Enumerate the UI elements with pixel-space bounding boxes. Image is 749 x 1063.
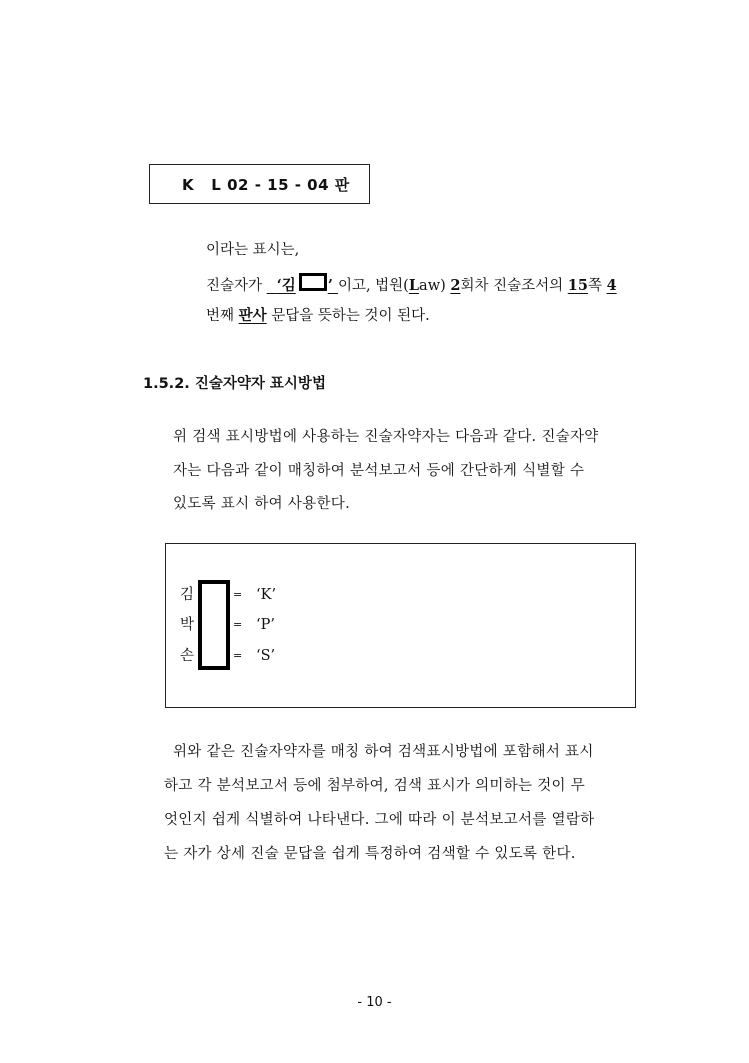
key-row-2 <box>180 615 194 635</box>
intro-line-3 <box>206 306 430 326</box>
key-eq: = <box>233 618 243 631</box>
para1-line-3: 있도록 표시 하여 사용한다. <box>173 496 351 512</box>
session-number: 2 <box>450 277 461 294</box>
key-abbr: ‘K’ <box>256 587 277 603</box>
page-number: - 10 - <box>357 995 392 1010</box>
key-name: 손 <box>180 648 195 664</box>
code-suffix: 판 <box>334 176 350 194</box>
para2-line-2: 하고 각 분석보고서 등에 첨부하여, 검색 표시가 의미하는 것이 무 <box>164 778 586 794</box>
code-k: K <box>182 176 195 194</box>
intro-court-text: 이고, 법원( <box>337 278 409 294</box>
para2-line-3: 엇인지 쉽게 식별하여 나타낸다. 그에 따라 이 분석보고서를 열람하 <box>164 812 595 828</box>
code-l: L <box>211 176 222 194</box>
key-abbr: ‘S’ <box>256 648 276 664</box>
meaning-text: 문답을 뜻하는 것이 된다. <box>271 308 430 324</box>
intro-line-2 <box>206 273 617 296</box>
key-row-3 <box>180 646 194 666</box>
redaction-mask <box>198 580 230 670</box>
redaction-mask <box>299 273 327 291</box>
key-name: 박 <box>180 617 195 633</box>
speaker-quote-open: ‘김 <box>276 277 296 294</box>
case-code-box <box>149 164 370 204</box>
speaker-quote-close: ’ <box>327 277 333 294</box>
para2-line-4: 는 자가 상세 진술 문답을 쉽게 특정하여 검색할 수 있도록 한다. <box>164 846 576 862</box>
key-abbr: ‘P’ <box>256 617 275 633</box>
page-number-ref: 15 <box>567 277 588 294</box>
key-row-1 <box>180 585 194 605</box>
key-name: 김 <box>180 587 195 603</box>
judge-word: 판사 <box>238 307 267 324</box>
law-initial: L <box>408 277 420 294</box>
page-word: 쪽 <box>587 278 602 294</box>
section-heading: 1.5.2. 진술자약자 표시방법 <box>143 376 326 392</box>
paragraph-number: 4 <box>606 277 617 294</box>
code-number: 02 - 15 - 04 <box>227 176 330 194</box>
intro-speaker-label: 진술자가 <box>206 278 263 294</box>
para1-line-1: 위 검색 표시방법에 사용하는 진술자약자는 다음과 같다. 진술자약 <box>173 429 599 445</box>
ordinal-text: 번째 <box>206 308 235 324</box>
key-eq: = <box>233 649 243 662</box>
intro-line-1: 이라는 표시는, <box>206 242 300 258</box>
para2-line-1: 위와 같은 진술자약자를 매칭 하여 검색표시방법에 포함해서 표시 <box>173 744 594 760</box>
speaker-quote <box>267 277 338 294</box>
para1-line-2: 자는 다음과 같이 매칭하여 분석보고서 등에 간단하게 식별할 수 <box>173 463 585 479</box>
law-rest: aw) <box>419 278 446 294</box>
key-eq: = <box>233 588 243 601</box>
session-text: 회차 진술조서의 <box>460 278 564 294</box>
